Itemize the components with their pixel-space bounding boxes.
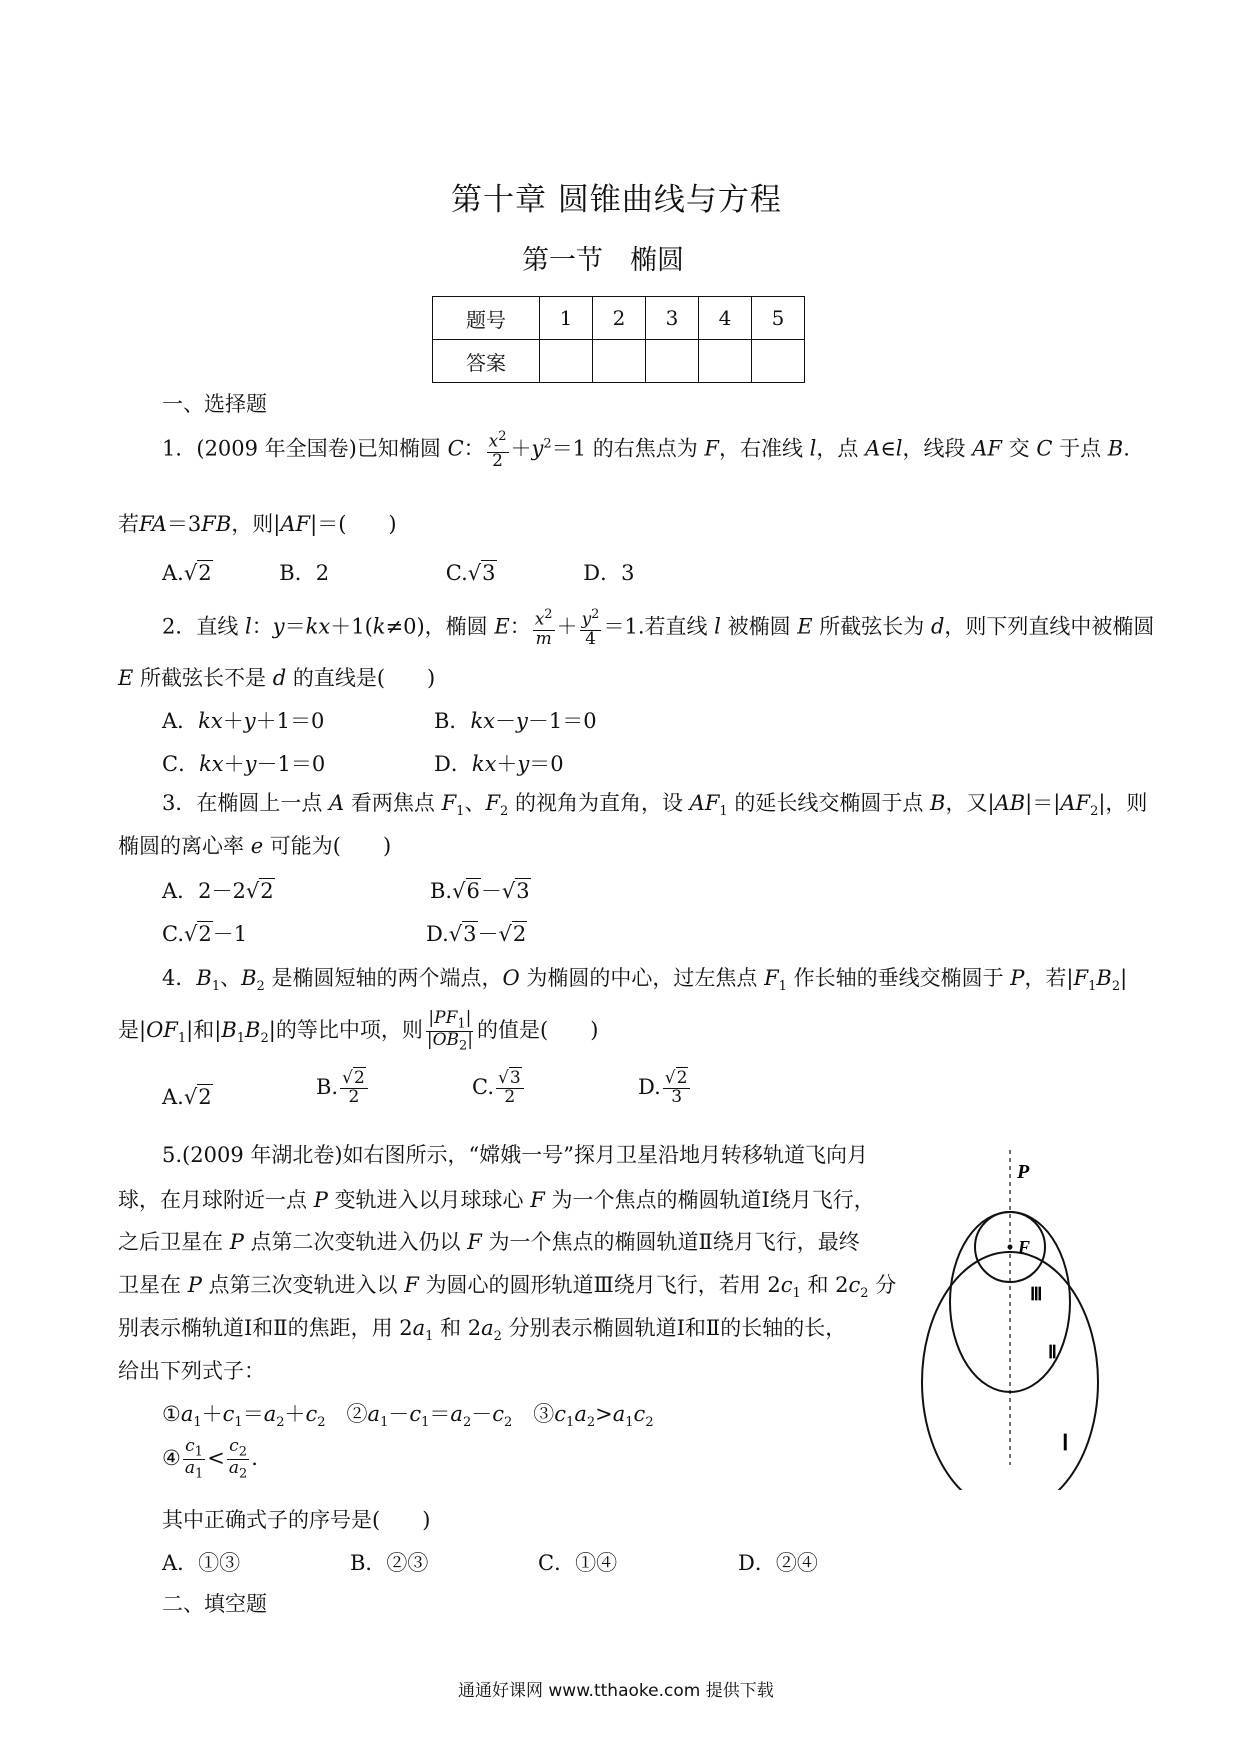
- q5-source: (2009 年湖北卷): [182, 1143, 343, 1167]
- page-title: 第十章 圆锥曲线与方程: [451, 182, 782, 218]
- question-5-line-6: 给出下列式子：: [118, 1359, 265, 1383]
- q5-option-d: D．②④: [738, 1551, 818, 1575]
- question-5-line-1: 5.(2009 年湖北卷)如右图所示，“嫦娥一号”探月卫星沿地月转移轨道飞向月: [162, 1143, 869, 1167]
- q1-option-a: A.√2: [162, 561, 212, 585]
- q3-option-b: B.√6－√3: [430, 879, 530, 903]
- question-4-line-1: 4．$B_1$、$B_2$ 是椭圆短轴的两个端点，O 为椭圆的中心，过左焦点 $F_1$ 作长轴的垂线交椭圆于 P，若$|F_1B_2|$: [162, 966, 1128, 995]
- q3-option-c: C.√2－1: [162, 922, 248, 946]
- q2-option-c: C．kx＋y－1＝0: [162, 752, 326, 776]
- table-cell-answer: [699, 340, 752, 383]
- question-5-formula-4: ④ $\frac{c_1}{a_1}$ < $\frac{c_2}{a_2}$ .: [162, 1436, 258, 1482]
- q1-option-c: C.√3: [445, 561, 496, 585]
- label-orbit-1: Ⅰ: [1062, 1430, 1069, 1455]
- question-5-prompt: 其中正确式子的序号是( ): [162, 1508, 431, 1532]
- q4-option-a: A.√2: [162, 1085, 212, 1109]
- question-1-line-1: 1．(2009 年全国卷)已知椭圆 C： $\frac{x^2}{2}$ $+y^2=1$ 的右焦点为 F，右准线 l，点 A∈l，线段 AF 交 C 于点 B.: [162, 429, 1130, 471]
- question-5-line-4: 卫星在 P 点第三次变轨进入以 F 为圆心的圆形轨道Ⅲ绕月飞行，若用 $2c_1$ 和 $2c_2$ 分: [118, 1273, 897, 1302]
- table-header-number: 题号: [433, 297, 540, 340]
- q1-source: (2009 年全国卷): [196, 436, 357, 461]
- question-4-line-2: 是$|OF_1|$和$|B_1B_2|$的等比中项，则 $\frac{|PF_1|}{|OB_2|}$ 的值是( ): [118, 1008, 599, 1054]
- q4-option-c: C. $\frac{√3}{2}$: [472, 1070, 526, 1107]
- answer-table: [432, 296, 805, 383]
- label-orbit-2: Ⅱ: [1048, 1342, 1057, 1362]
- question-1-line-2: 若FA＝3FB，则|AF|＝( ): [118, 512, 397, 536]
- q4-option-b: B. $\frac{√2}{2}$: [316, 1070, 370, 1107]
- question-5-formulas: $①a_1+c_1=a_2+c_2$ $②a_1-c_1=a_2-c_2$ $③c_1a_2>a_1c_2$: [162, 1402, 654, 1431]
- q4-option-d: D. $\frac{√2}{3}$: [638, 1070, 692, 1107]
- q1-option-d: D．3: [583, 561, 635, 585]
- q2-option-d: D．kx＋y＝0: [434, 752, 564, 776]
- page-footer: 通通好课网 www.tthaoke.com 提供下载: [458, 1681, 774, 1701]
- table-cell-answer: [752, 340, 805, 383]
- section-heading-fill: 二、填空题: [162, 1592, 267, 1616]
- question-1-options: [162, 557, 634, 587]
- question-5-line-3: 之后卫星在 P 点第二次变轨进入仍以 F 为一个焦点的椭圆轨道Ⅱ绕月飞行，最终: [118, 1230, 860, 1254]
- label-f: F: [1018, 1237, 1031, 1257]
- section-heading-choice: 一、选择题: [162, 392, 267, 416]
- section-subtitle: 第一节 椭圆: [522, 245, 684, 276]
- table-cell-number: 5: [752, 297, 805, 340]
- table-cell-number: 2: [593, 297, 646, 340]
- q1-option-b: B．2: [279, 561, 330, 585]
- q5-option-b: B．②③: [350, 1551, 429, 1575]
- focus-point: [1008, 1245, 1013, 1250]
- q2-option-a: A．kx＋y＋1＝0: [162, 709, 325, 733]
- orbit-figure: [920, 1150, 1120, 1490]
- question-3-line-1: 3．在椭圆上一点 A 看两焦点 $F_1$、$F_2$ 的视角为直角，设 $AF_1$ 的延长线交椭圆于点 B，又$|AB|=|AF_2|$，则: [162, 791, 1148, 820]
- label-p: P: [1017, 1161, 1030, 1183]
- table-cell-answer: [540, 340, 593, 383]
- table-header-answer: 答案: [433, 340, 540, 383]
- answer-table-answer-row: [433, 340, 805, 383]
- answer-table-number-row: [433, 297, 805, 340]
- question-3-line-2: 椭圆的离心率 e 可能为( ): [118, 834, 392, 858]
- table-cell-number: 1: [540, 297, 593, 340]
- question-5-line-5: 别表示椭轨道Ⅰ和Ⅱ的焦距，用 $2a_1$ 和 $2a_2$ 分别表示椭圆轨道Ⅰ和Ⅱ的长轴的长，: [118, 1316, 847, 1345]
- q3-option-d: D.√3－√2: [426, 922, 527, 946]
- q5-option-a: A．①③: [162, 1551, 241, 1575]
- q5-option-c: C．①④: [538, 1551, 618, 1575]
- question-2-line-1: 2．直线 l：y＝kx＋1(k≠0)，椭圆 E： $\frac{x^2}{m}$ ＋ $\frac{y^2}{4}$ ＝1.若直线 l 被椭圆 E 所截弦长为 d，则下列直线中被椭圆: [162, 607, 1155, 649]
- table-cell-number: 3: [646, 297, 699, 340]
- table-cell-answer: [646, 340, 699, 383]
- label-orbit-3: Ⅲ: [1030, 1284, 1043, 1304]
- table-cell-number: 4: [699, 297, 752, 340]
- q2-option-b: B．kx－y－1＝0: [434, 709, 597, 733]
- question-5-line-2: 球，在月球附近一点 P 变轨进入以月球球心 F 为一个焦点的椭圆轨道Ⅰ绕月飞行，: [118, 1188, 875, 1212]
- table-cell-answer: [593, 340, 646, 383]
- question-2-line-2: E 所截弦长不是 d 的直线是( ): [118, 666, 436, 690]
- q3-option-a: A．2－2√2: [162, 879, 274, 903]
